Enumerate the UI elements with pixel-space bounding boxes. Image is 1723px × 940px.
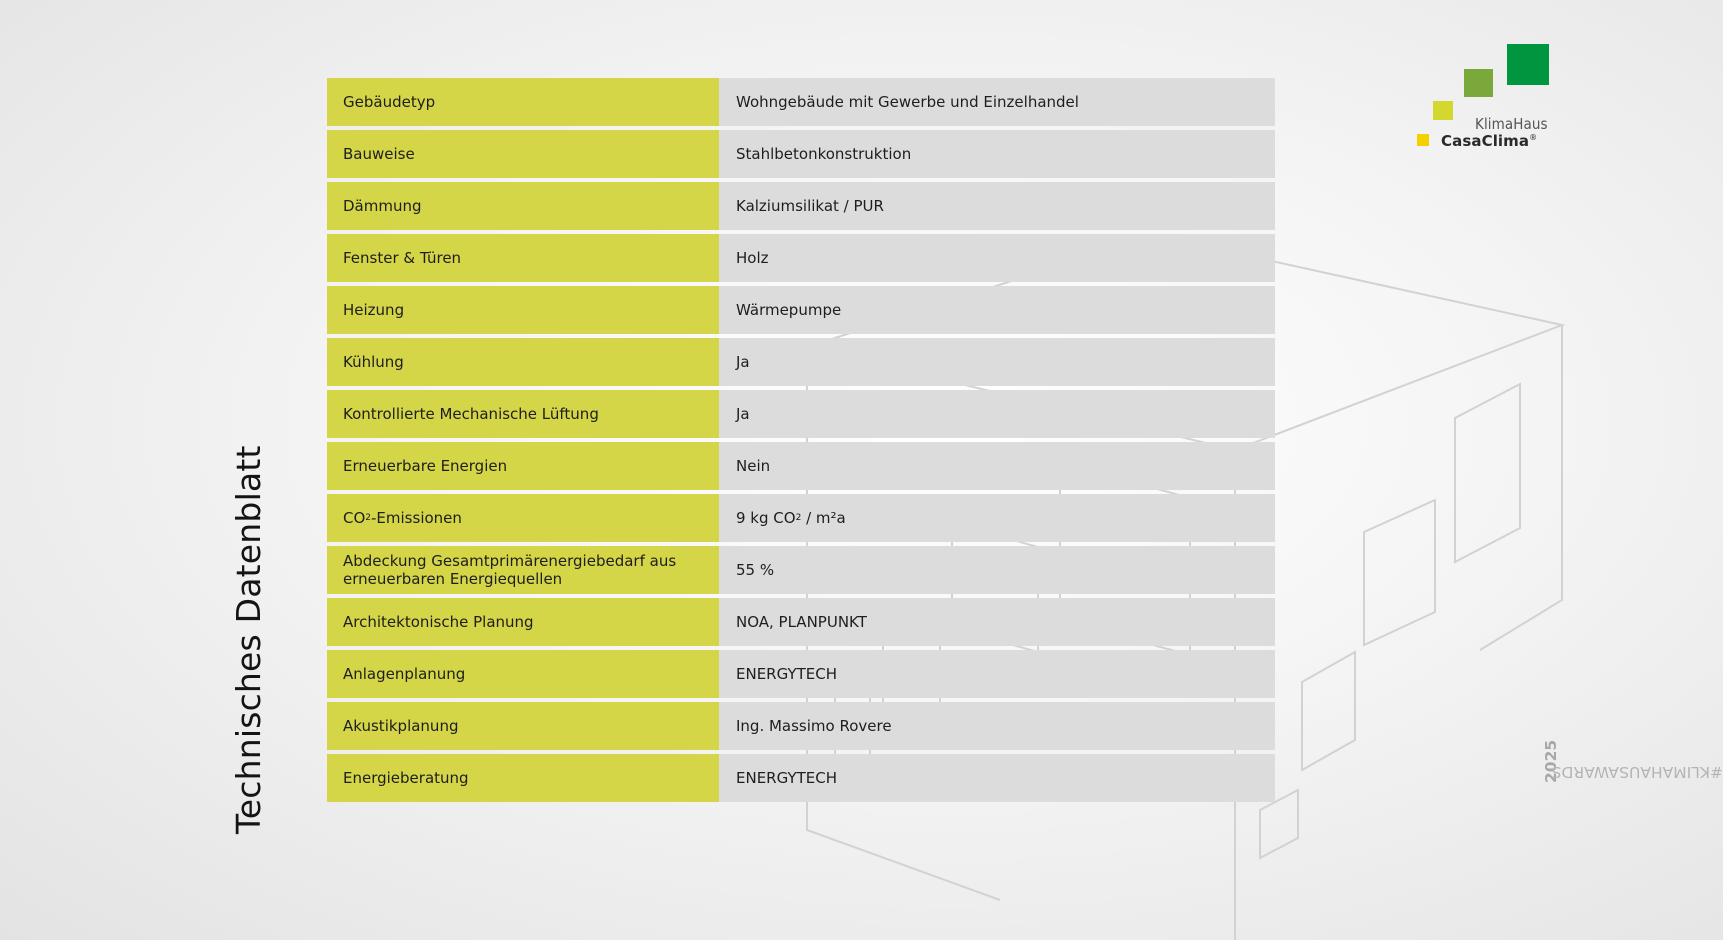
table-row (327, 650, 1275, 698)
row-label: Erneuerbare Energien (327, 442, 719, 490)
table-row (327, 494, 1275, 542)
table-row (327, 754, 1275, 802)
row-value: Wärmepumpe (719, 286, 1275, 334)
row-value: Wohngebäude mit Gewerbe und Einzelhandel (719, 78, 1275, 126)
table-row (327, 546, 1275, 594)
klimahaus-logo (1410, 44, 1550, 154)
row-label-co2 (327, 494, 719, 542)
table-row (327, 390, 1275, 438)
page-title: Technisches Datenblatt (229, 445, 268, 834)
row-label: Gebäudetyp (327, 78, 719, 126)
table-row (327, 78, 1275, 126)
row-label: Energieberatung (327, 754, 719, 802)
value-part: 9 kg CO (736, 509, 796, 527)
row-value: Ja (719, 338, 1275, 386)
table-row (327, 182, 1275, 230)
row-value-co2 (719, 494, 1275, 542)
label-part: -Emissionen (371, 509, 462, 527)
awards-hashtag (1518, 578, 1723, 783)
label-part: CO (343, 509, 366, 527)
logo-square-lime (1433, 101, 1453, 120)
row-label: Kontrollierte Mechanische Lüftung (327, 390, 719, 438)
logo-casaclima-word: CasaClima (1441, 132, 1530, 150)
row-value: Ing. Massimo Rovere (719, 702, 1275, 750)
row-value: Ja (719, 390, 1275, 438)
value-part: / m²a (801, 509, 846, 527)
data-sheet-table (327, 78, 1275, 806)
row-label: Abdeckung Gesamtprimärenergiebedarf aus erneuerbaren Energiequellen (327, 546, 719, 594)
row-value: Holz (719, 234, 1275, 282)
logo-text-klimahaus: KlimaHaus (1475, 115, 1548, 133)
table-row (327, 598, 1275, 646)
row-label: Dämmung (327, 182, 719, 230)
row-value: Stahlbetonkonstruktion (719, 130, 1275, 178)
row-value: ENERGYTECH (719, 650, 1275, 698)
row-label: Anlagenplanung (327, 650, 719, 698)
logo-square-mid-green (1464, 69, 1493, 97)
row-value: Kalziumsilikat / PUR (719, 182, 1275, 230)
registered-mark: ® (1529, 133, 1538, 142)
table-row (327, 442, 1275, 490)
logo-square-yellow (1417, 134, 1429, 146)
row-value: ENERGYTECH (719, 754, 1275, 802)
row-value: Nein (719, 442, 1275, 490)
logo-text-casaclima (1441, 132, 1537, 150)
row-value: NOA, PLANPUNKT (719, 598, 1275, 646)
table-row (327, 234, 1275, 282)
label-subscript: 2 (365, 513, 372, 523)
awards-hashtag-text: #KLIMAHAUSAWARDS (1551, 763, 1723, 781)
row-label: Architektonische Planung (327, 598, 719, 646)
row-label: Bauweise (327, 130, 719, 178)
value-subscript: 2 (795, 513, 802, 523)
row-label: Akustikplanung (327, 702, 719, 750)
page-title-vertical (229, 74, 269, 834)
table-row (327, 286, 1275, 334)
logo-square-dark-green (1507, 44, 1549, 85)
awards-year: 2025 (1542, 739, 1560, 783)
row-label: Fenster & Türen (327, 234, 719, 282)
row-label: Kühlung (327, 338, 719, 386)
row-value: 55 % (719, 546, 1275, 594)
table-row (327, 338, 1275, 386)
table-row (327, 130, 1275, 178)
row-label: Heizung (327, 286, 719, 334)
table-row (327, 702, 1275, 750)
